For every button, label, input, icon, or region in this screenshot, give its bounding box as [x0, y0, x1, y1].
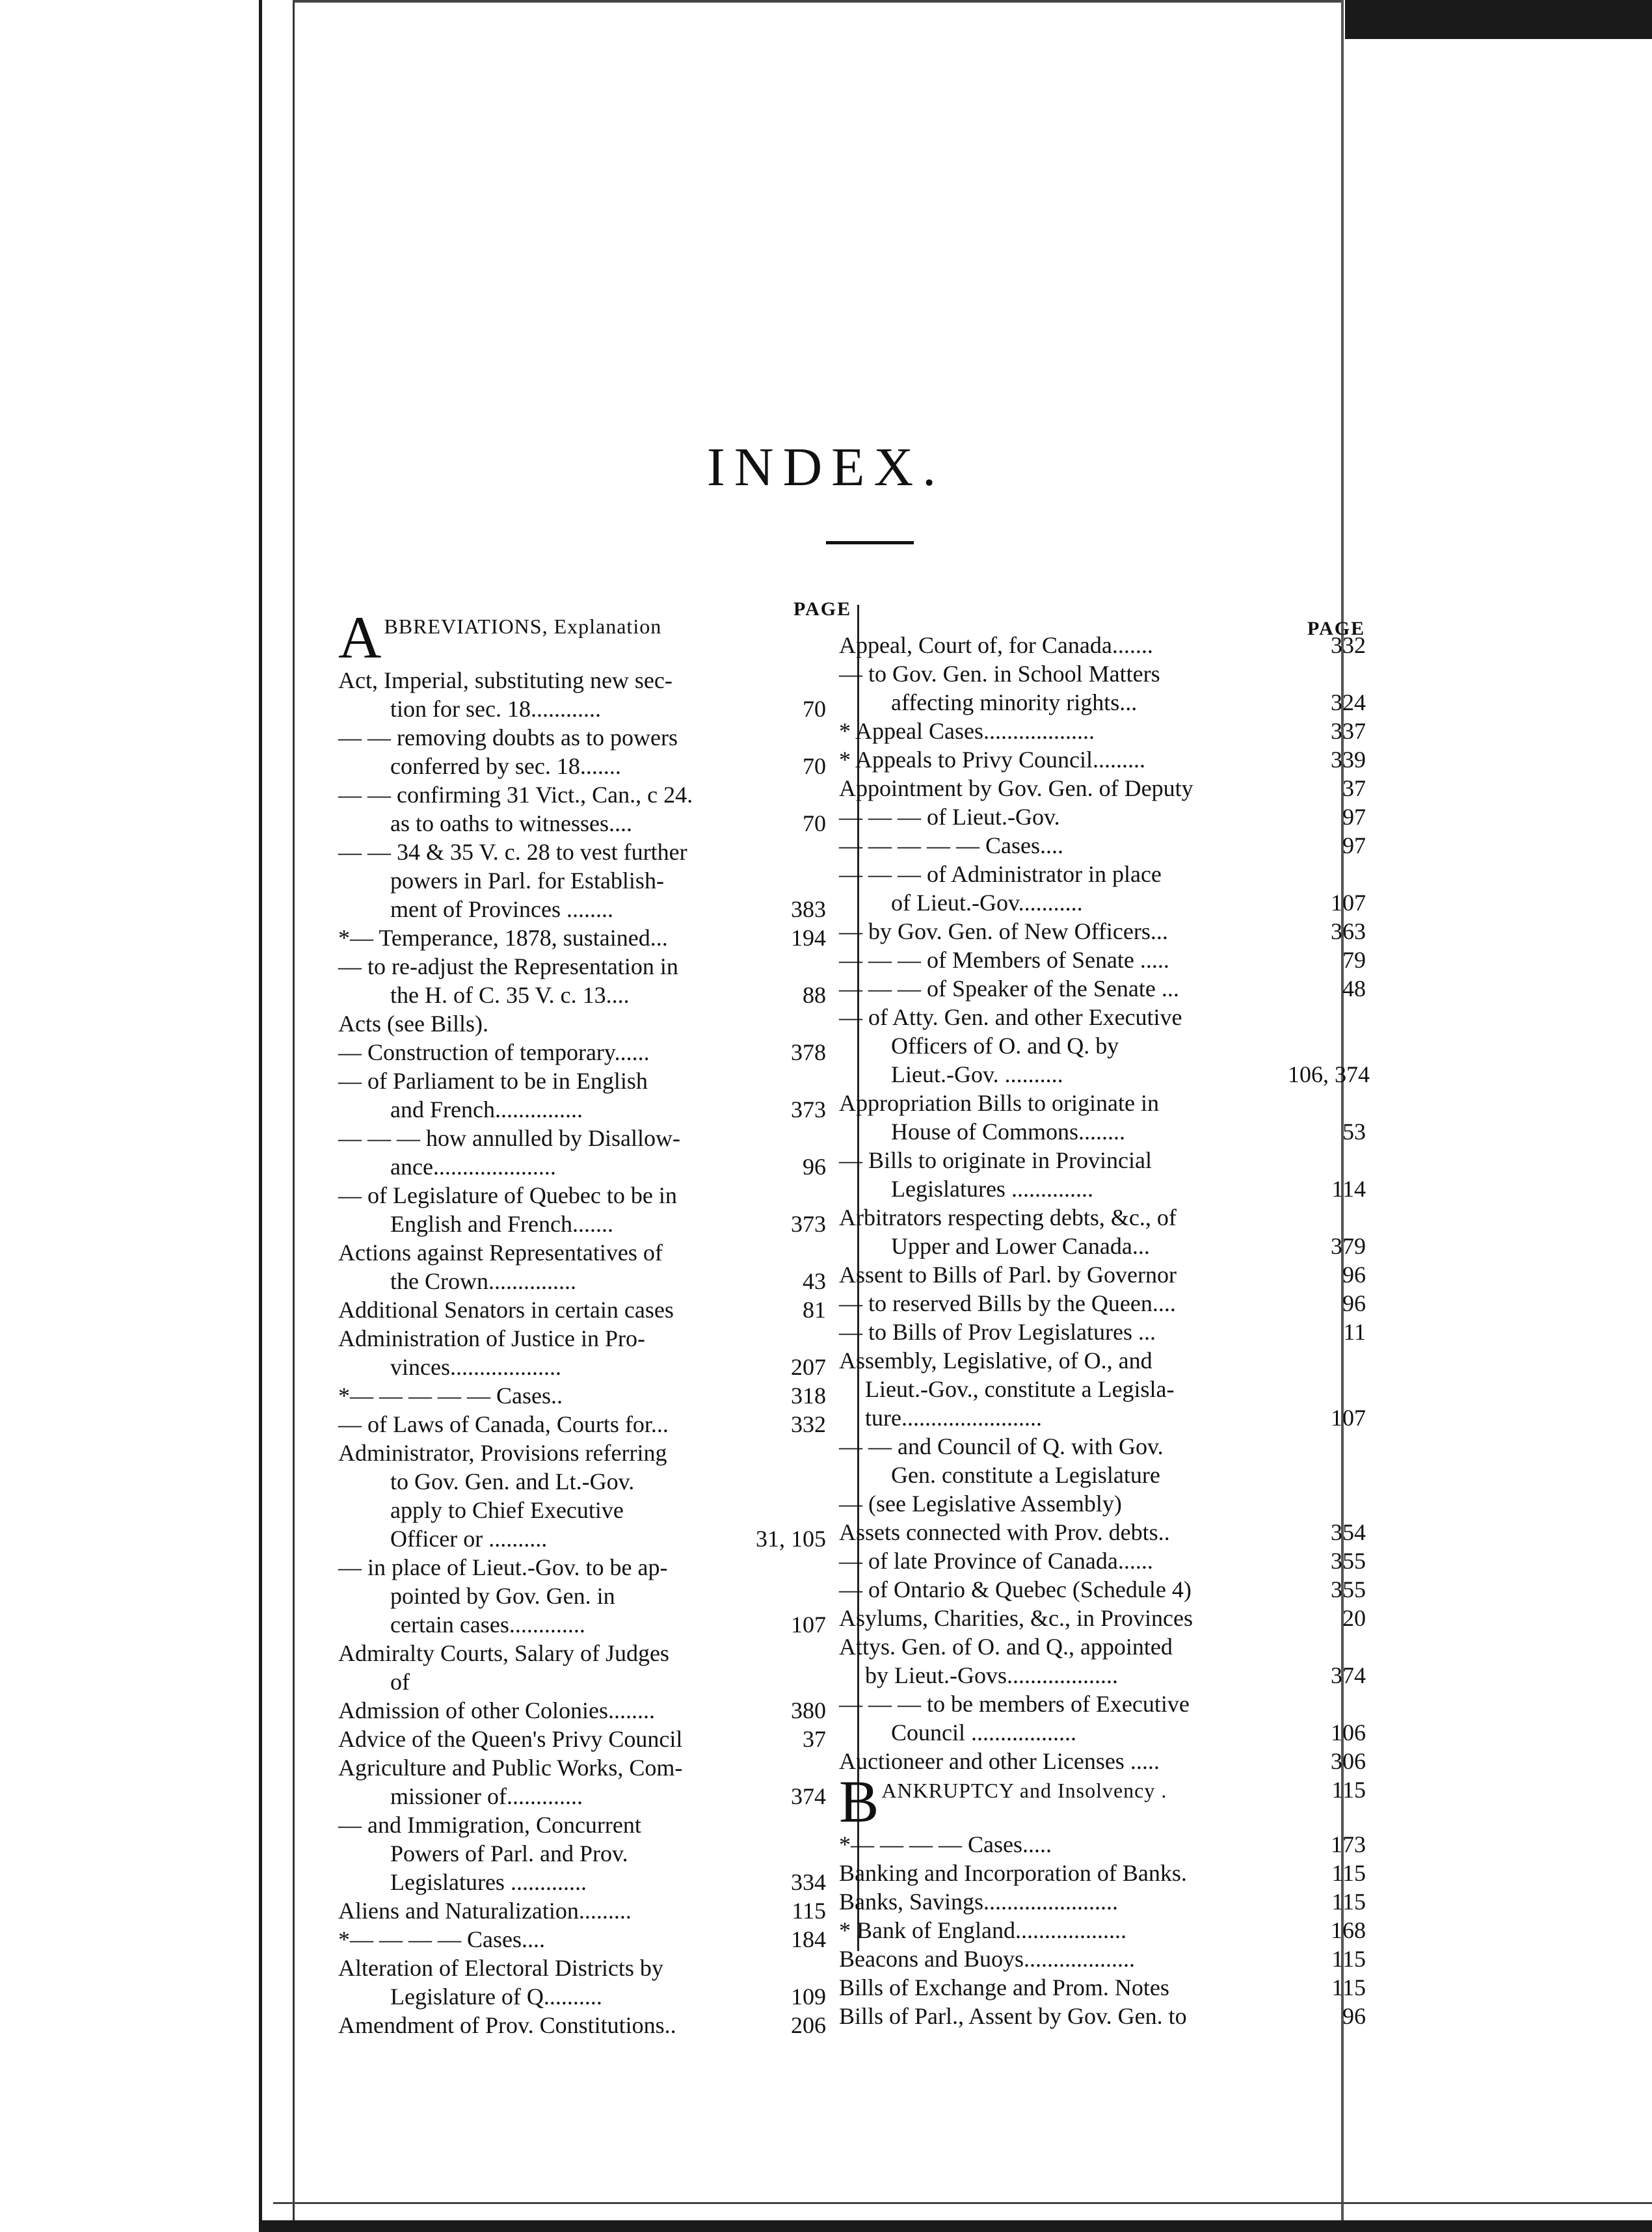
- index-entry-label: — in place of Lieut.-Gov. to be ap-: [338, 1554, 668, 1580]
- index-entry-page: 107: [1331, 890, 1366, 916]
- index-entry-label: ture........................: [865, 1405, 1042, 1431]
- index-entry-label: of: [390, 1669, 410, 1695]
- index-entry-label: Act, Imperial, substituting new sec-: [338, 667, 673, 693]
- index-entry: [839, 1031, 1515, 1060]
- index-entry-label: Amendment of Prov. Constitutions..: [338, 2012, 676, 2038]
- index-entry-label: tion for sec. 18............: [390, 696, 601, 722]
- index-entry-label: [839, 1768, 1167, 1835]
- index-entry: [839, 1747, 1515, 1775]
- index-entry-label: apply to Chief Executive: [390, 1497, 624, 1523]
- index-entry-page: 20: [1342, 1605, 1366, 1631]
- index-entry-page: 373: [791, 1211, 826, 1237]
- index-entry-label: * Bank of England...................: [839, 1917, 1126, 1943]
- index-entry-page: 115: [1331, 1860, 1366, 1886]
- index-entry: [839, 1575, 1515, 1604]
- index-entry-page: 373: [791, 1096, 826, 1123]
- index-entry-page: 383: [791, 896, 826, 922]
- page-heading-right: PAGE: [1307, 618, 1366, 639]
- index-entry-page: 53: [1342, 1119, 1366, 1145]
- index-entry-label: — — — of Speaker of the Senate ...: [839, 976, 1179, 1002]
- index-entry: [839, 1089, 1515, 1117]
- index-entry-page: 70: [803, 753, 826, 779]
- index-entry-page: 43: [803, 1268, 826, 1294]
- title-underline: [826, 541, 914, 544]
- index-entry-label: Appropriation Bills to originate in: [839, 1090, 1159, 1116]
- index-entry-label: missioner of.............: [390, 1783, 583, 1809]
- index-entry-label: Council ..................: [891, 1720, 1076, 1746]
- index-entry-label: — — — of Administrator in place: [839, 861, 1162, 887]
- index-entry: [839, 1830, 1515, 1859]
- page-title: INDEX.: [706, 437, 946, 498]
- index-entry-page: 206: [791, 2012, 826, 2038]
- index-entry-page: 207: [791, 1354, 826, 1380]
- index-entry-label: to Gov. Gen. and Lt.-Gov.: [390, 1468, 635, 1495]
- index-entry-label: House of Commons........: [891, 1119, 1125, 1145]
- index-entry-label: Appointment by Gov. Gen. of Deputy: [839, 775, 1193, 801]
- index-entry-label: Officer or ..........: [390, 1526, 548, 1552]
- index-entry: [839, 803, 1515, 831]
- index-entry-label: by Lieut.-Govs...................: [865, 1662, 1118, 1688]
- page-bottom-edge: [273, 2202, 1652, 2204]
- index-entry-page: 96: [803, 1154, 826, 1180]
- index-entry: [839, 888, 1515, 917]
- index-entry-page: 88: [803, 982, 826, 1008]
- index-entry-label: [338, 604, 662, 671]
- index-entry: [839, 1690, 1515, 1718]
- index-entry-label: Powers of Parl. and Prov.: [390, 1840, 628, 1867]
- index-entry: [839, 774, 1515, 803]
- index-entry-page: 184: [791, 1926, 826, 1952]
- index-entry-page: 37: [803, 1726, 826, 1752]
- index-entry-label: Legislatures ..............: [891, 1176, 1093, 1202]
- index-entry: [839, 631, 1515, 659]
- index-entry-label: Administration of Justice in Pro-: [338, 1325, 645, 1351]
- index-entry: [839, 1146, 1515, 1175]
- index-entry: [839, 1203, 1515, 1232]
- index-entry-label: — (see Legislative Assembly): [839, 1491, 1122, 1517]
- index-entry-page: 96: [1342, 1262, 1366, 1288]
- index-entry-label: *— Temperance, 1878, sustained...: [338, 925, 668, 951]
- index-entry-label: Additional Senators in certain cases: [338, 1297, 674, 1323]
- index-entry-label: Appeal, Court of, for Canada.......: [839, 632, 1153, 658]
- index-entry: [839, 1661, 1515, 1690]
- index-entry-label: the Crown...............: [390, 1268, 576, 1294]
- index-entry-page: 48: [1342, 976, 1366, 1002]
- index-entry-label: Alteration of Electoral Districts by: [338, 1955, 663, 1981]
- index-entry-page: 109: [791, 1984, 826, 2010]
- index-entry: [839, 974, 1515, 1003]
- index-entry-label: Upper and Lower Canada...: [891, 1233, 1150, 1259]
- index-entry-label: * Appeals to Privy Council.........: [839, 747, 1145, 773]
- drop-capital: B: [839, 1768, 879, 1835]
- index-entry-label: ance.....................: [390, 1154, 556, 1180]
- index-entry: [839, 1060, 1515, 1089]
- index-entry-label: pointed by Gov. Gen. in: [390, 1583, 615, 1609]
- index-entry-label: Aliens and Naturalization.........: [338, 1898, 632, 1924]
- index-entry-label: — by Gov. Gen. of New Officers...: [839, 918, 1168, 944]
- index-entry-page: 96: [1342, 2003, 1366, 2029]
- index-entry: [839, 946, 1515, 974]
- index-entry: [839, 1916, 1515, 1945]
- index-entry-page: 355: [1331, 1548, 1366, 1574]
- index-entry-label: — — — how annulled by Disallow-: [338, 1125, 680, 1151]
- index-entry-label: English and French.......: [390, 1211, 613, 1237]
- index-entry-label: Lieut.-Gov., constitute a Legisla-: [865, 1376, 1175, 1402]
- index-entry-text: BBREVIATIONS, Explanation: [384, 615, 662, 638]
- index-entry-label: — of Laws of Canada, Courts for...: [338, 1411, 669, 1437]
- index-entry-label: — of Legislature of Quebec to be in: [338, 1182, 677, 1208]
- index-entry: [839, 1768, 1515, 1835]
- index-entry-page: 115: [1331, 1974, 1366, 2000]
- index-entry-text: ANKRUPTCY and Insolvency .: [881, 1779, 1167, 1802]
- index-entry: [839, 1518, 1515, 1547]
- page-top-edge: [293, 0, 1343, 3]
- index-entry-page: 306: [1331, 1748, 1366, 1774]
- index-entry-label: — — — of Lieut.-Gov.: [839, 804, 1060, 830]
- index-entry-label: * Appeal Cases...................: [839, 718, 1095, 744]
- index-entry-label: Arbitrators respecting debts, &c., of: [839, 1204, 1177, 1230]
- index-entry-label: Assembly, Legislative, of O., and: [839, 1348, 1152, 1374]
- page-edge-rule: [293, 0, 295, 2232]
- index-entry-page: 106, 374: [1288, 1061, 1370, 1087]
- index-entry-label: — Bills to originate in Provincial: [839, 1147, 1152, 1173]
- index-entry-page: 354: [1331, 1519, 1366, 1545]
- index-entry: [839, 1547, 1515, 1575]
- index-entry-page: 168: [1331, 1917, 1366, 1943]
- index-entry-label: Admiralty Courts, Salary of Judges: [338, 1640, 669, 1666]
- index-entry-label: powers in Parl. for Establish-: [390, 868, 664, 894]
- index-entry-page: 81: [803, 1297, 826, 1323]
- index-entry-page: 70: [803, 696, 826, 722]
- index-entry-label: — — removing doubts as to powers: [338, 724, 678, 751]
- index-entry-page: 115: [1331, 1889, 1366, 1915]
- index-entry-label: — — — to be members of Executive: [839, 1691, 1190, 1717]
- index-entry-label: Bills of Exchange and Prom. Notes: [839, 1974, 1169, 2000]
- index-entry-page: 115: [792, 1898, 826, 1924]
- index-entry-label: Acts (see Bills).: [338, 1011, 488, 1037]
- index-entry: [839, 831, 1515, 860]
- index-entry: [839, 1718, 1515, 1747]
- page-spine-rule: [259, 0, 262, 2232]
- index-entry-label: Administrator, Provisions referring: [338, 1440, 667, 1466]
- index-entry-label: — to reserved Bills by the Queen....: [839, 1290, 1176, 1316]
- index-entry-label: Bills of Parl., Assent by Gov. Gen. to: [839, 2003, 1187, 2029]
- index-entry-label: — — — — — Cases....: [839, 832, 1063, 858]
- index-entry: [839, 1945, 1515, 1973]
- index-entry-label: — — confirming 31 Vict., Can., c 24.: [338, 782, 693, 808]
- index-entry-label: — — and Council of Q. with Gov.: [839, 1433, 1164, 1459]
- index-entry: [839, 1887, 1515, 1916]
- index-entry-label: *— — — — Cases....: [338, 1926, 545, 1952]
- index-entry-label: *— — — — Cases.....: [839, 1831, 1052, 1857]
- index-entry: [839, 1003, 1515, 1031]
- index-entry-page: 337: [1331, 718, 1366, 744]
- index-entry-label: — — — of Members of Senate .....: [839, 947, 1169, 973]
- index-entry-page: 339: [1331, 747, 1366, 773]
- index-entry: [839, 1859, 1515, 1887]
- index-entry: [839, 1260, 1515, 1289]
- index-entry-page: 97: [1342, 832, 1366, 858]
- index-entry-label: the H. of C. 35 V. c. 13....: [390, 982, 630, 1008]
- index-entry-label: conferred by sec. 18.......: [390, 753, 621, 779]
- index-entry: [839, 1973, 1515, 2002]
- index-entry: [839, 1318, 1515, 1346]
- index-entry-page: 96: [1342, 1290, 1366, 1316]
- index-entry-label: — and Immigration, Concurrent: [338, 1812, 641, 1838]
- index-entry-page: 106: [1331, 1720, 1366, 1746]
- index-entry-label: Banking and Incorporation of Banks.: [839, 1860, 1187, 1886]
- index-entry-label: Auctioneer and other Licenses .....: [839, 1748, 1160, 1774]
- index-entry-label: — of late Province of Canada......: [839, 1548, 1153, 1574]
- index-entry-label: Advice of the Queen's Privy Council: [338, 1726, 683, 1752]
- index-entry-label: of Lieut.-Gov...........: [891, 890, 1083, 916]
- index-entry-label: Officers of O. and Q. by: [891, 1033, 1119, 1059]
- index-entry: [839, 1175, 1515, 1203]
- index-entry-label: Assent to Bills of Parl. by Governor: [839, 1262, 1177, 1288]
- index-entry-page: 194: [791, 925, 826, 951]
- index-entry-label: — of Parliament to be in English: [338, 1068, 648, 1094]
- index-entry-label: Attys. Gen. of O. and Q., appointed: [839, 1634, 1173, 1660]
- index-entry-label: ment of Provinces ........: [390, 896, 613, 922]
- index-entry-page: 114: [1331, 1176, 1366, 1202]
- index-entry-page: 79: [1342, 947, 1366, 973]
- index-entry-label: Beacons and Buoys...................: [839, 1946, 1135, 1972]
- index-entry: [839, 1346, 1515, 1375]
- index-entry-page: 11: [1343, 1319, 1366, 1345]
- index-entry: [839, 1375, 1515, 1403]
- index-entry-page: 115: [1331, 1777, 1366, 1803]
- index-entry-page: 334: [791, 1869, 826, 1895]
- index-entry: [839, 1232, 1515, 1260]
- drop-capital: A: [338, 604, 382, 671]
- index-entry: [839, 1632, 1515, 1661]
- index-entry-page: 374: [791, 1783, 826, 1809]
- index-entry: [839, 688, 1515, 717]
- index-entry-page: 379: [1331, 1233, 1366, 1259]
- index-entry-label: affecting minority rights...: [891, 689, 1138, 715]
- index-entry-label: — Construction of temporary......: [338, 1039, 650, 1065]
- index-entry-label: Legislature of Q..........: [390, 1984, 602, 2010]
- index-entry-label: — — 34 & 35 V. c. 28 to vest further: [338, 839, 687, 865]
- scan-bottom-shade: [259, 2220, 1652, 2232]
- index-entry-page: 332: [1331, 632, 1366, 658]
- index-entry: [839, 745, 1515, 774]
- index-entry-label: — to Gov. Gen. in School Matters: [839, 661, 1160, 687]
- index-entry: [839, 2002, 1515, 2030]
- index-entry: [839, 917, 1515, 946]
- index-entry-label: vinces...................: [390, 1354, 561, 1380]
- index-entry: [839, 1117, 1515, 1146]
- index-entry-label: — to re-adjust the Representation in: [338, 953, 678, 979]
- index-entry-label: Assets connected with Prov. debts..: [839, 1519, 1170, 1545]
- index-entry-label: Gen. constitute a Legislature: [891, 1462, 1160, 1488]
- index-entry-label: — of Atty. Gen. and other Executive: [839, 1004, 1182, 1030]
- index-entry-label: Lieut.-Gov. ..........: [891, 1061, 1063, 1087]
- index-entry: [839, 717, 1515, 745]
- index-entry-page: 380: [791, 1697, 826, 1723]
- index-entry-page: 173: [1331, 1831, 1366, 1857]
- index-entry-page: 378: [791, 1039, 826, 1065]
- index-entry-page: 355: [1331, 1576, 1366, 1602]
- index-entry-page: 107: [1331, 1405, 1366, 1431]
- index-entry-label: Agriculture and Public Works, Com-: [338, 1755, 683, 1781]
- index-entry: [839, 1604, 1515, 1632]
- index-entry-label: Actions against Representatives of: [338, 1240, 663, 1266]
- index-entry-label: as to oaths to witnesses....: [390, 810, 632, 836]
- index-entry-page: 97: [1342, 804, 1366, 830]
- index-entry-label: and French...............: [390, 1096, 583, 1123]
- index-entry-label: — to Bills of Prov Legislatures ...: [839, 1319, 1156, 1345]
- index-entry: [839, 1289, 1515, 1318]
- index-entry-page: 70: [803, 810, 826, 836]
- index-entry: [839, 860, 1515, 888]
- index-entry-page: 37: [1342, 775, 1366, 801]
- index-entry-label: Asylums, Charities, &c., in Provinces: [839, 1605, 1193, 1631]
- page-heading-left: PAGE: [793, 598, 852, 620]
- index-entry-page: 107: [791, 1612, 826, 1638]
- index-entry-label: — of Ontario & Quebec (Schedule 4): [839, 1576, 1192, 1602]
- index-entry-page: 363: [1331, 918, 1366, 944]
- index-entry-label: Legislatures .............: [390, 1869, 587, 1895]
- index-entry-label: Banks, Savings.......................: [839, 1889, 1119, 1915]
- index-entry-page: 31, 105: [756, 1526, 826, 1552]
- index-entry: [839, 1403, 1515, 1432]
- index-entry-label: *— — — — — Cases..: [338, 1383, 563, 1409]
- index-entry-page: 115: [1331, 1946, 1366, 1972]
- scan-corner-shade: [1345, 0, 1652, 39]
- index-entry-label: certain cases.............: [390, 1612, 585, 1638]
- index-entry: [839, 1489, 1515, 1518]
- index-entry: [839, 1461, 1515, 1489]
- index-entry: [839, 1432, 1515, 1461]
- index-entry-page: 332: [791, 1411, 826, 1437]
- index-entry-page: 374: [1331, 1662, 1366, 1688]
- index-entry-page: 318: [791, 1383, 826, 1409]
- index-entry: [839, 659, 1515, 688]
- index-entry-label: Admission of other Colonies........: [338, 1697, 655, 1723]
- index-entry-page: 324: [1331, 689, 1366, 715]
